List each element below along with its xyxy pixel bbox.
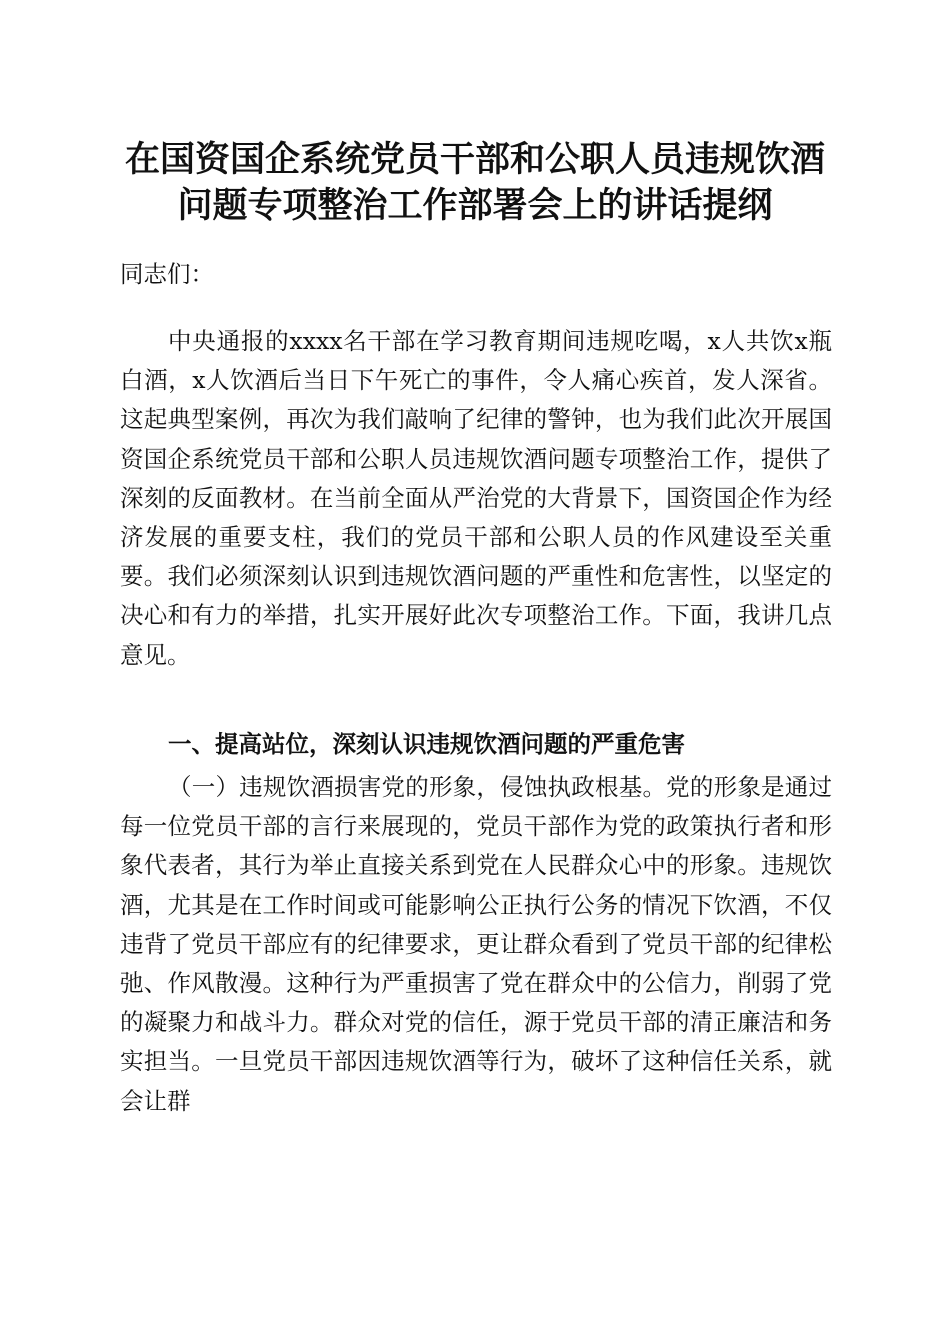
paragraph-section-1-1: （一）违规饮酒损害党的形象，侵蚀执政根基。党的形象是通过每一位党员干部的言行来展现的，党员干部作为党的政策执行者和形象代表者，其行为举止直接关系到党在人民群众心中的形象。违规饮酒，尤其是在工作时间或可能影响公正执行公务的情况下饮酒，不仅违背了党员干部应有的纪律要求，更让群众看到了党员干部的纪律松弛、作风散漫。这种行为严重损害了党在群众中的公信力，削弱了党的凝聚力和战斗力。群众对党的信任，源于党员干部的清正廉洁和务实担当。一旦党员干部因违规饮酒等行为，破坏了这种信任关系，就会让群	[120, 773, 832, 1115]
paragraph-intro: 中央通报的xxxx名干部在学习教育期间违规吃喝，x人共饮x瓶白酒，x人饮酒后当日下午死亡的事件，令人痛心疾首，发人深省。这起典型案例，再次为我们敲响了纪律的警钟，也为我们此次开展国资国企系统党员干部和公职人员违规饮酒问题专项整治工作，提供了深刻的反面教材。在当前全面从严治党的大背景下，国资国企作为经济发展的重要支柱，我们的党员干部和公职人员的作风建设至关重要。我们必须深刻认识到违规饮酒问题的严重性和危害性，以坚定的决心和有力的举措，扎实开展好此次专项整治工作。下面，我讲几点意见。	[120, 327, 832, 669]
document-title-line-1: 在国资国企系统党员干部和公职人员违规饮酒	[124, 139, 825, 180]
salutation: 同志们：	[120, 260, 214, 288]
section-heading-1: 一、提高站位，深刻认识违规饮酒问题的严重危害	[168, 730, 685, 758]
document-title-line-2: 问题专项整治工作部署会上的讲话提纲	[177, 185, 773, 226]
